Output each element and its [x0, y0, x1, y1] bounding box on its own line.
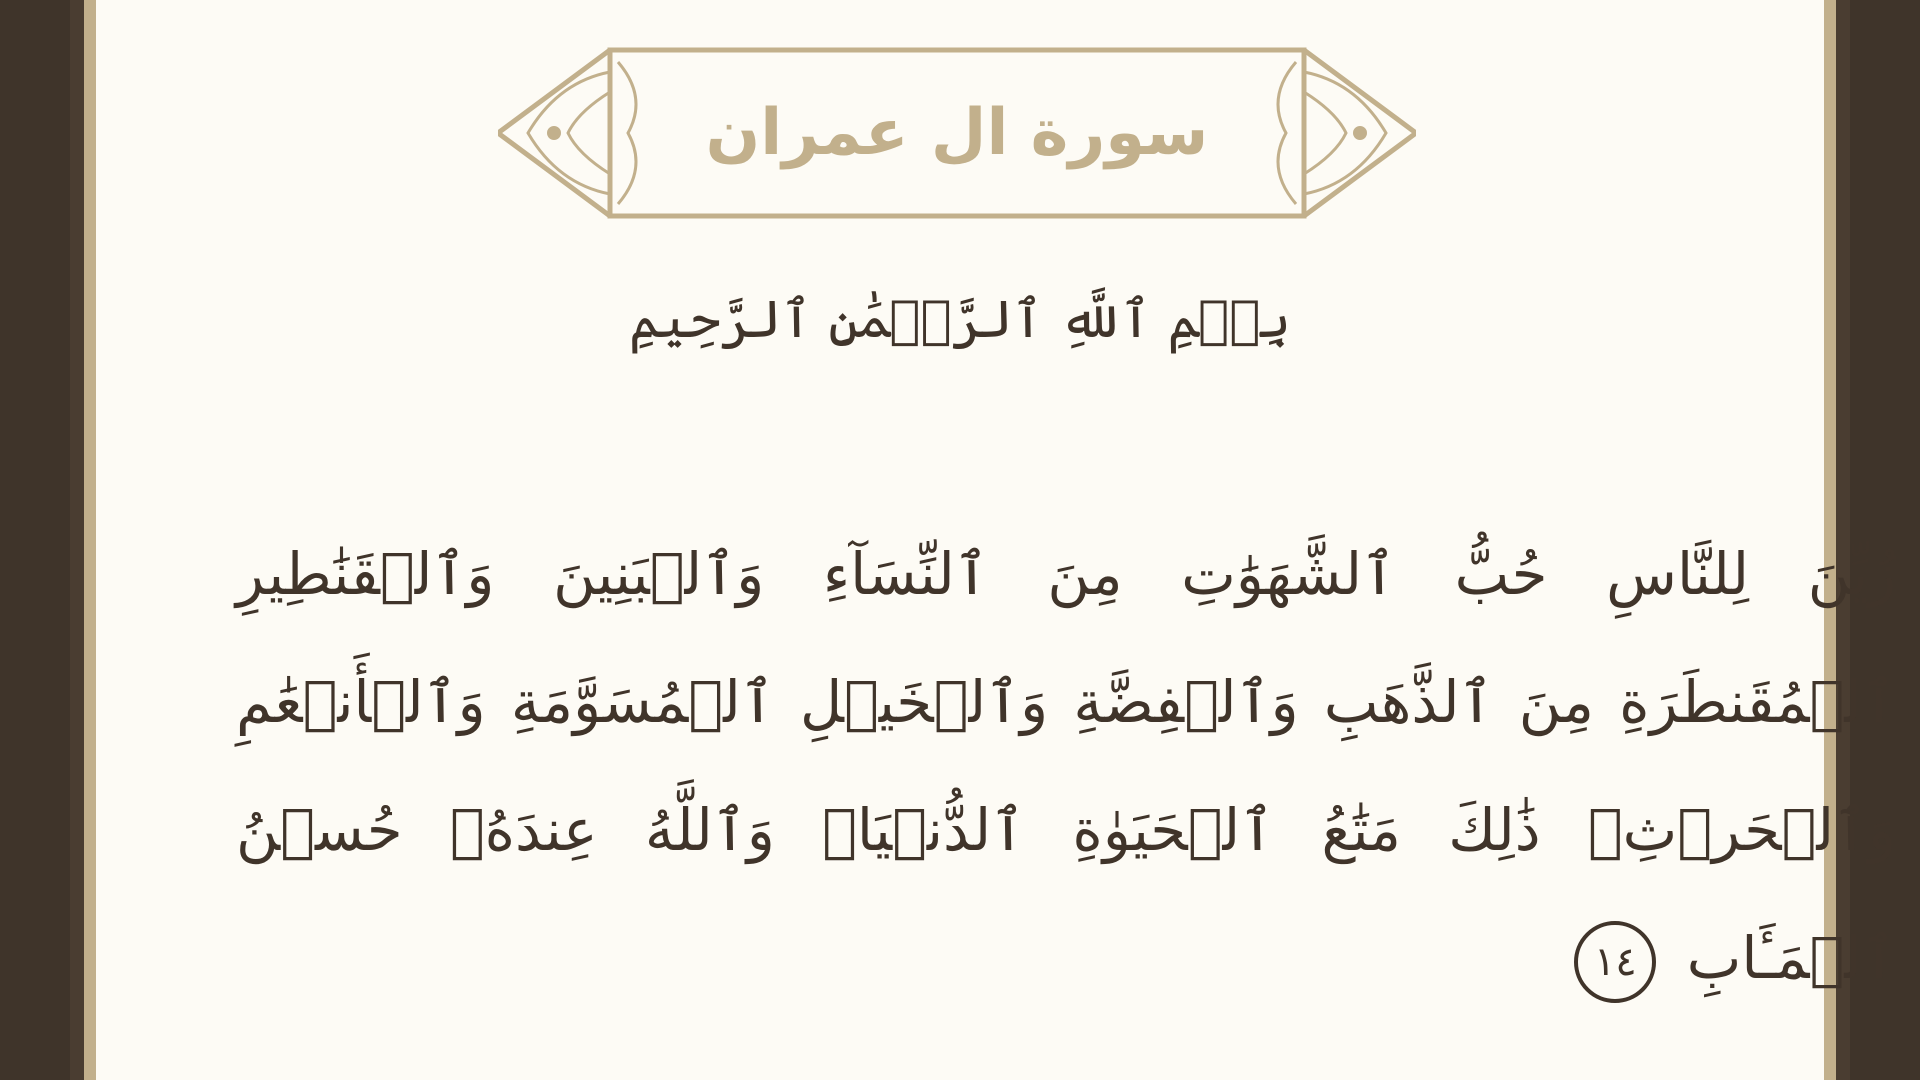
surah-title-banner — [498, 42, 1416, 224]
ayah-number: ١٤ — [1593, 938, 1637, 985]
left-ornamental-border — [0, 0, 70, 1080]
basmala: بِسۡمِ ٱللَّهِ ٱلرَّحۡمَٰنِ ٱلرَّحِيمِ — [629, 290, 1291, 350]
verse-text: زُيِّنَ لِلنَّاسِ حُبُّ ٱلشَّهَوَٰتِ مِنَ ٱلنِّسَآءِ وَٱلۡبَنِينَ وَٱلۡقَنَٰطِيرِ ٱلۡمُقَنطَرَةِ مِنَ ٱلذَّهَبِ وَٱلۡفِضَّةِ وَٱلۡخَيۡلِ ٱلۡمُسَوَّمَةِ وَٱلۡأَنۡعَٰمِ وَٱلۡحَرۡثِۗ ذَٰلِكَ مَتَٰعُ ٱلۡحَيَوٰةِ ٱلدُّنۡيَاۖ وَٱللَّهُ عِندَهُۥ حُسۡنُ ٱلۡمَـَٔابِ — [236, 540, 1896, 992]
ayah-number-marker — [1574, 921, 1656, 1003]
left-gold-rule — [84, 0, 96, 1080]
surah-title: سورة ال عمران — [705, 96, 1209, 170]
page-canvas — [96, 0, 1896, 1080]
verse-text-block — [236, 510, 1896, 1022]
